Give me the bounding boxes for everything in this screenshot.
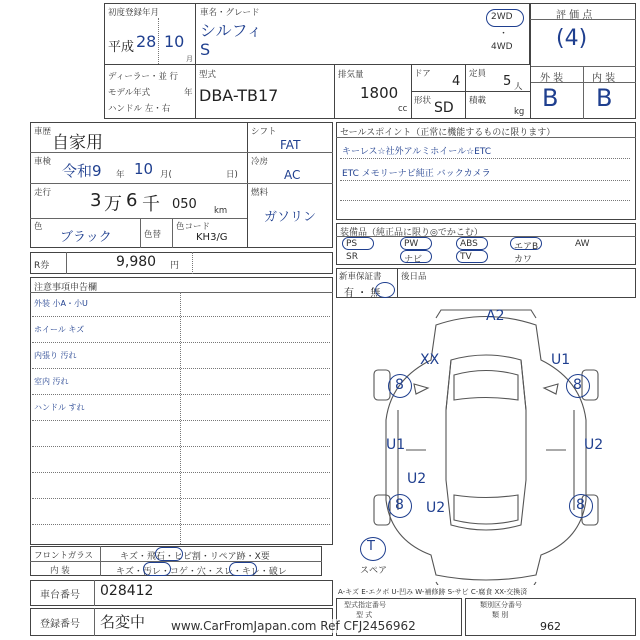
- note-line: ハンドル すれ: [34, 403, 85, 412]
- form-sub-label: 型 式: [356, 611, 373, 619]
- ac: AC: [284, 168, 301, 182]
- front-glass-value: キズ・飛石・ヒビ割・リペア跡・X要: [120, 552, 270, 562]
- displacement-label: 排気量: [338, 70, 364, 80]
- later-label: 後日品: [401, 272, 427, 282]
- shift-label: シフト: [251, 127, 277, 137]
- inspection-day-unit: 日): [226, 170, 238, 180]
- model-year-label: モデル年式: [108, 88, 151, 98]
- class-number-label: 類別区分番号: [480, 601, 522, 609]
- chassis-number: 028412: [100, 583, 154, 599]
- damage-mark: U2: [426, 500, 446, 516]
- kg-unit: kg: [514, 107, 525, 117]
- damage-mark: XX: [420, 352, 440, 368]
- recycle-value: 9,980: [116, 254, 157, 270]
- interior-grade: B: [596, 84, 613, 112]
- interior-circle-1: [143, 562, 171, 576]
- shift: FAT: [280, 138, 301, 152]
- damage-mark: A2: [486, 308, 505, 324]
- capacity: 5: [503, 74, 512, 89]
- mileage-c: 050: [172, 197, 197, 212]
- recycle-box: [30, 252, 333, 274]
- cc-unit: cc: [398, 104, 408, 114]
- equipment-item: PS: [346, 239, 358, 249]
- equipment-item: PW: [404, 239, 419, 249]
- note-line: 内張り 汚れ: [34, 351, 77, 360]
- damage-mark: U2: [584, 437, 604, 453]
- damage-mark: 8: [395, 377, 404, 393]
- watermark: www.CarFromJapan.com Ref CFJ2456962: [168, 619, 419, 633]
- front-glass-circle: [155, 547, 183, 561]
- warranty-circle: [375, 282, 395, 298]
- car-name: シルフィ: [200, 21, 263, 40]
- capacity-label: 定員: [469, 69, 487, 79]
- model-year-unit: 年: [184, 88, 193, 98]
- equipment-item: TV: [460, 252, 472, 262]
- notes-label: 注意事項申告欄: [34, 283, 98, 293]
- later-box: [397, 268, 636, 298]
- interior-cond-value: キズ・汚レ・コゲ・穴・スレ・キレ・破レ: [116, 567, 287, 577]
- equipment-circle: [456, 237, 488, 250]
- mileage-b: 6: [126, 190, 138, 211]
- reg-label: 登録番号: [40, 619, 80, 630]
- dealer-label: ディーラー・並 行: [108, 72, 179, 82]
- interior-cond-label: 内 装: [50, 566, 70, 576]
- note-line: 外装 小A・小U: [34, 299, 88, 308]
- inspection-year-unit: 年: [116, 170, 125, 180]
- door-label: ドア: [414, 69, 431, 79]
- usage: 自家用: [52, 133, 103, 153]
- equipment-item: AW: [575, 239, 590, 249]
- spare-label: スペア: [360, 566, 388, 576]
- damage-mark: U1: [386, 437, 406, 453]
- mileage-a: 3: [90, 190, 102, 211]
- class-sub-label: 類 別: [492, 611, 509, 619]
- damage-mark: 8: [395, 497, 404, 513]
- color-change-label: 色替: [144, 230, 162, 240]
- shape-label: 形状: [414, 96, 432, 106]
- sales-points-label: セールスポイント（正常に機能するものに限ります）: [340, 128, 556, 138]
- handle-label: ハンドル 左・右: [108, 104, 171, 114]
- era-label: 平成: [108, 40, 135, 55]
- damage-mark: 8: [573, 377, 582, 393]
- equipment-label: 装備品（純正品に限り◎でかこむ）: [340, 228, 483, 238]
- displacement: 1800: [360, 84, 399, 102]
- fuel: ガソリン: [264, 210, 317, 225]
- km-unit: km: [214, 206, 228, 216]
- equipment-item: エアB: [514, 242, 539, 252]
- equipment-circle: [342, 237, 374, 250]
- damage-mark: U2: [407, 471, 427, 487]
- equipment-item: SR: [346, 252, 358, 262]
- usage-label: 車歴: [34, 127, 52, 137]
- equipment-item: ABS: [460, 239, 478, 249]
- warranty-value: 有 ・ 無: [344, 288, 381, 299]
- grade: S: [200, 40, 211, 59]
- recycle-label: R券: [34, 261, 50, 271]
- recycle-unit: 円: [170, 261, 180, 271]
- equipment-item: カワ: [514, 255, 533, 265]
- sales-line-1: キーレス☆社外アルミホイール☆ETC: [342, 147, 492, 157]
- equipment-circle: [400, 250, 432, 263]
- equipment-circle: [510, 237, 542, 250]
- reg-value: 名変中: [100, 613, 146, 631]
- color-code: KH3/G: [196, 232, 228, 243]
- shape: SD: [434, 100, 454, 116]
- damage-mark: U1: [551, 352, 571, 368]
- reg-year: 28: [136, 32, 157, 51]
- color: ブラック: [60, 230, 112, 245]
- drive-sep: ・: [499, 29, 509, 39]
- rating-score: (4): [556, 26, 588, 51]
- mileage-label: 走行: [34, 188, 52, 198]
- car-name-label: 車名・グレード: [200, 8, 260, 18]
- interior-circle-2: [229, 562, 257, 576]
- note-line: ホイール キズ: [34, 325, 85, 334]
- doors: 4: [452, 74, 461, 89]
- warranty-label: 新車保証書: [339, 272, 382, 282]
- note-line: 室内 汚れ: [34, 377, 69, 386]
- load-label: 積載: [469, 96, 487, 106]
- damage-mark: 8: [576, 497, 585, 513]
- sales-line-2: ETC メモリーナビ純正 バックカメラ: [342, 169, 491, 179]
- spare-t: T: [367, 539, 375, 554]
- equipment-circle: [456, 250, 488, 263]
- mileage-a-unit: 万: [104, 194, 122, 215]
- reg-month-unit: 月: [186, 55, 193, 63]
- first-reg-label: 初度登録年月: [108, 8, 160, 18]
- exterior-grade: B: [542, 84, 559, 112]
- model-code: DBA-TB17: [199, 86, 279, 105]
- equipment-circle: [400, 237, 432, 250]
- ac-label: 冷房: [251, 157, 269, 167]
- inspection-label: 車検: [34, 157, 52, 167]
- capacity-unit: 人: [514, 82, 523, 92]
- exterior-label: 外 装: [540, 73, 564, 84]
- color-code-label: 色コード: [176, 222, 211, 232]
- chassis-label: 車台番号: [40, 590, 80, 601]
- drive-4wd: 4WD: [491, 42, 513, 52]
- interior-label: 内 装: [592, 73, 616, 84]
- mileage-b-unit: 千: [142, 194, 160, 215]
- form-number-label: 型式指定番号: [344, 601, 386, 609]
- inspection-era: 令和9: [62, 162, 102, 180]
- rating-label: 評 価 点: [556, 10, 593, 21]
- equipment-item: ナビ: [404, 255, 423, 265]
- reg-month: 10: [164, 32, 185, 51]
- inspection-month-unit: 月(: [160, 170, 172, 180]
- type-label: 型式: [199, 70, 217, 80]
- color-label: 色: [34, 222, 43, 232]
- drive-2wd: 2WD: [491, 12, 513, 22]
- class-number-value: 962: [540, 620, 561, 633]
- inspection-month: 10: [134, 160, 154, 178]
- fuel-label: 燃料: [251, 188, 269, 198]
- damage-legend: A-キズ E-エクボ U-凹み W-補修跡 S-サビ C-腐食 XX-交換済: [338, 588, 528, 596]
- front-glass-label: フロントガラス: [34, 551, 93, 561]
